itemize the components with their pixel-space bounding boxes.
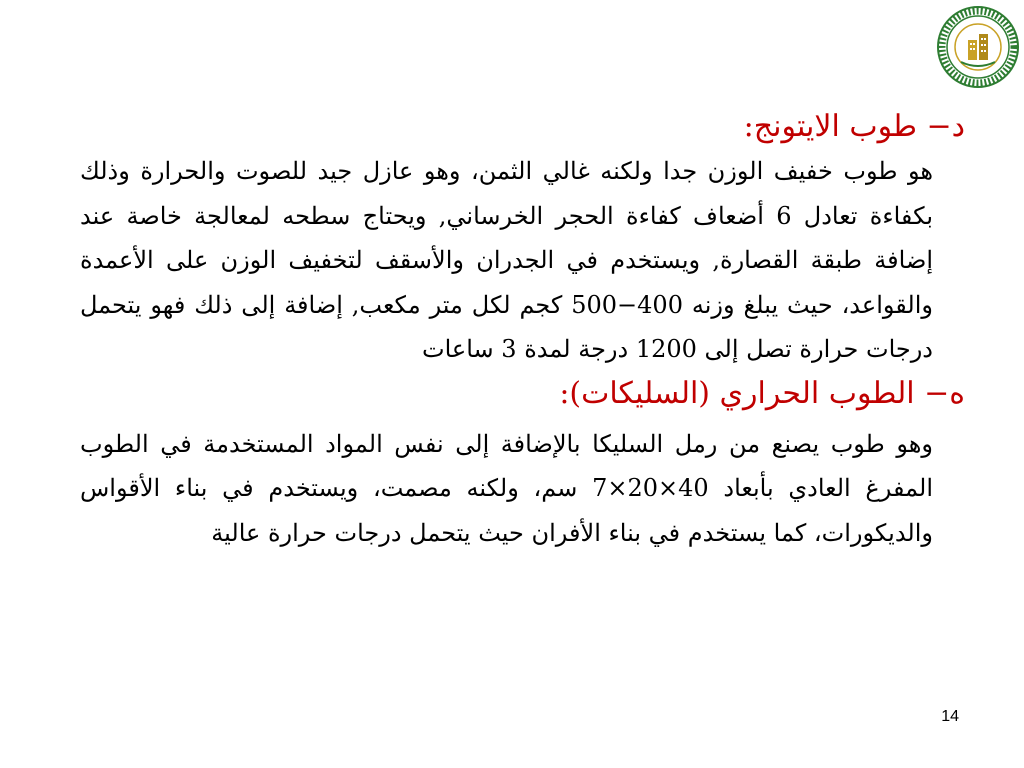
section-heading-aerated-brick: د− طوب الايتونج:	[743, 109, 965, 144]
section-body-aerated-brick: هو طوب خفيف الوزن جدا ولكنه غالي الثمن، وهو عازل جيد للصوت والحرارة وذلك بكفاءة تعادل 6 أضعاف كفاءة الحجر الخرساني, ويحتاج سطحه لمعالجة خاصة عند إضافة طبقة القصارة, ويستخدم في الجدران والأسقف لتخفيف الوزن على الأعمدة والقواعد، حيث يبلغ وزنه 400−500 كجم لكل متر مكعب, إضافة إلى ذلك فهو يتحمل درجات حرارة تصل إلى 1200 درجة لمدة 3 ساعات	[80, 157, 934, 363]
slide-content	[70, 105, 965, 555]
section-body-refractory-brick: وهو طوب يصنع من رمل السليكا بالإضافة إلى نفس المواد المستخدمة في الطوب المفرغ العادي بأبعاد 40×20×7 سم، ولكنه مصمت، ويستخدم في بناء الأقواس والديكورات، كما يستخدم في بناء الأفران حيث يتحمل درجات حرارة عالية	[80, 429, 933, 547]
university-seal-graphic	[937, 6, 1019, 88]
section-heading-refractory-brick: ه− الطوب الحراري (السليكات):	[559, 375, 965, 411]
page-number: 14	[941, 708, 959, 725]
university-seal-icon	[937, 6, 1019, 88]
